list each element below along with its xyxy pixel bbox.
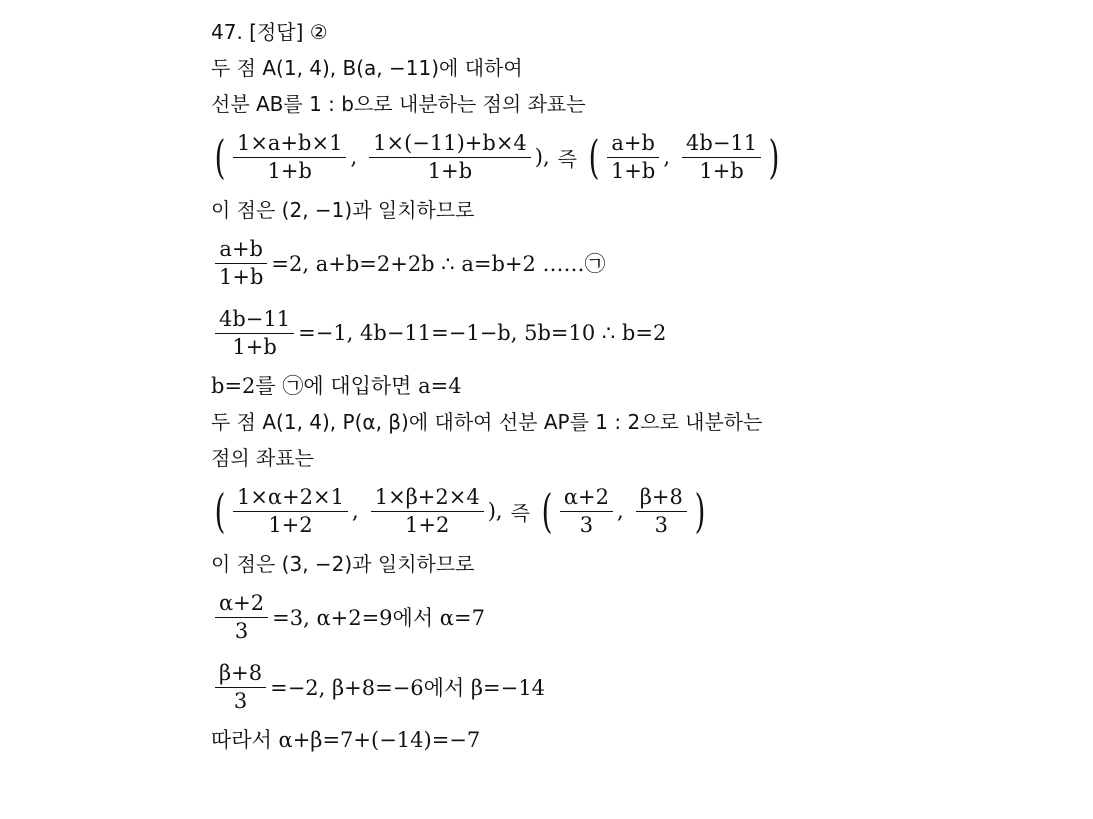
solution-line-11: 이 점은 (3, −2)과 일치하므로: [211, 552, 475, 576]
fraction-x-simplified: [607, 130, 659, 185]
fraction-denominator: 3: [579, 512, 594, 537]
fraction-numerator: β+8: [636, 484, 687, 512]
fraction-numerator: 4b−11: [215, 306, 294, 334]
fraction-denominator: 1+b: [427, 158, 473, 183]
fraction-numerator: a+b: [215, 236, 267, 264]
fraction: [215, 660, 266, 715]
comma: ,: [350, 145, 358, 169]
jeuk-word: 즉: [510, 500, 530, 525]
answer-header: 47. [정답] ②: [211, 20, 328, 44]
equation-rest: =−1, 4b−11=−1−b, 5b=10 ∴ b=2: [298, 321, 667, 345]
solution-line-8: 두 점 A(1, 4), P(α, β)에 대하여 선분 AP를 1 : 2으로 내분하는: [211, 410, 763, 434]
fraction-x-coordinate: [233, 484, 348, 539]
fraction-numerator: 1×(−11)+b×4: [369, 130, 531, 158]
fraction-x-coordinate: [233, 130, 346, 185]
equation-line-a: [211, 228, 1061, 298]
fraction-numerator: α+2: [215, 590, 268, 618]
comma: ,: [663, 145, 671, 169]
solution-line-1: 두 점 A(1, 4), B(a, −11)에 대하여: [211, 56, 523, 80]
fraction: [215, 590, 268, 645]
equation-rest: =−2, β+8=−6에서 β=−14: [270, 676, 545, 700]
solution-line-4: 이 점은 (2, −1)과 일치하므로: [211, 198, 475, 222]
fraction-y-coordinate: [369, 130, 531, 185]
fraction-denominator: 3: [654, 512, 668, 537]
fraction-y-simplified: [682, 130, 761, 185]
solution-line-9: 점의 좌표는: [211, 446, 314, 470]
solution-block: [211, 14, 1061, 758]
open-paren: (: [541, 484, 553, 538]
fraction-denominator: 1+b: [232, 334, 277, 359]
internal-division-formula-ap: [211, 476, 1061, 546]
fraction-denominator: 1+b: [267, 158, 312, 183]
internal-division-formula-ab: [211, 122, 1061, 192]
open-paren: (: [588, 130, 600, 184]
fraction: [215, 236, 267, 291]
fraction-numerator: α+2: [560, 484, 613, 512]
close-paren: ): [768, 130, 780, 184]
fraction-y-coordinate: [371, 484, 484, 539]
fraction-numerator: β+8: [215, 660, 266, 688]
fraction-denominator: 3: [233, 688, 248, 713]
fraction-numerator: 1×a+b×1: [233, 130, 346, 158]
open-paren: (: [214, 130, 226, 184]
close-paren-comma: ),: [534, 145, 550, 169]
close-paren: ): [694, 484, 706, 538]
jeuk-word: 즉: [557, 146, 577, 171]
fraction-y-simplified: [636, 484, 687, 539]
fraction-denominator: 1+2: [405, 512, 450, 537]
open-paren: (: [214, 484, 226, 538]
solution-line-2: 선분 AB를 1 : b으로 내분하는 점의 좌표는: [211, 92, 586, 116]
fraction-numerator: 1×α+2×1: [233, 484, 348, 512]
fraction: [215, 306, 294, 361]
close-paren-comma: ),: [487, 499, 503, 523]
equation-rest: =3, α+2=9에서 α=7: [272, 606, 485, 630]
equation-rest: =2, a+b=2+2b ∴ a=b+2 ……㉠: [271, 252, 606, 276]
fraction-denominator: 1+2: [268, 512, 313, 537]
fraction-numerator: 1×β+2×4: [371, 484, 484, 512]
solution-line-14: 따라서 α+β=7+(−14)=−7: [211, 728, 481, 752]
comma: ,: [352, 499, 359, 523]
equation-line-b: [211, 298, 1061, 368]
comma: ,: [617, 499, 624, 523]
fraction-x-simplified: [560, 484, 613, 539]
fraction-denominator: 1+b: [219, 264, 264, 289]
fraction-denominator: 3: [234, 618, 249, 643]
solution-line-7: b=2를 ㉠에 대입하면 a=4: [211, 374, 462, 398]
fraction-denominator: 1+b: [699, 158, 744, 183]
equation-line-alpha: [211, 582, 1061, 652]
equation-line-beta: [211, 652, 1061, 722]
fraction-denominator: 1+b: [610, 158, 656, 183]
fraction-numerator: 4b−11: [682, 130, 761, 158]
fraction-numerator: a+b: [607, 130, 659, 158]
